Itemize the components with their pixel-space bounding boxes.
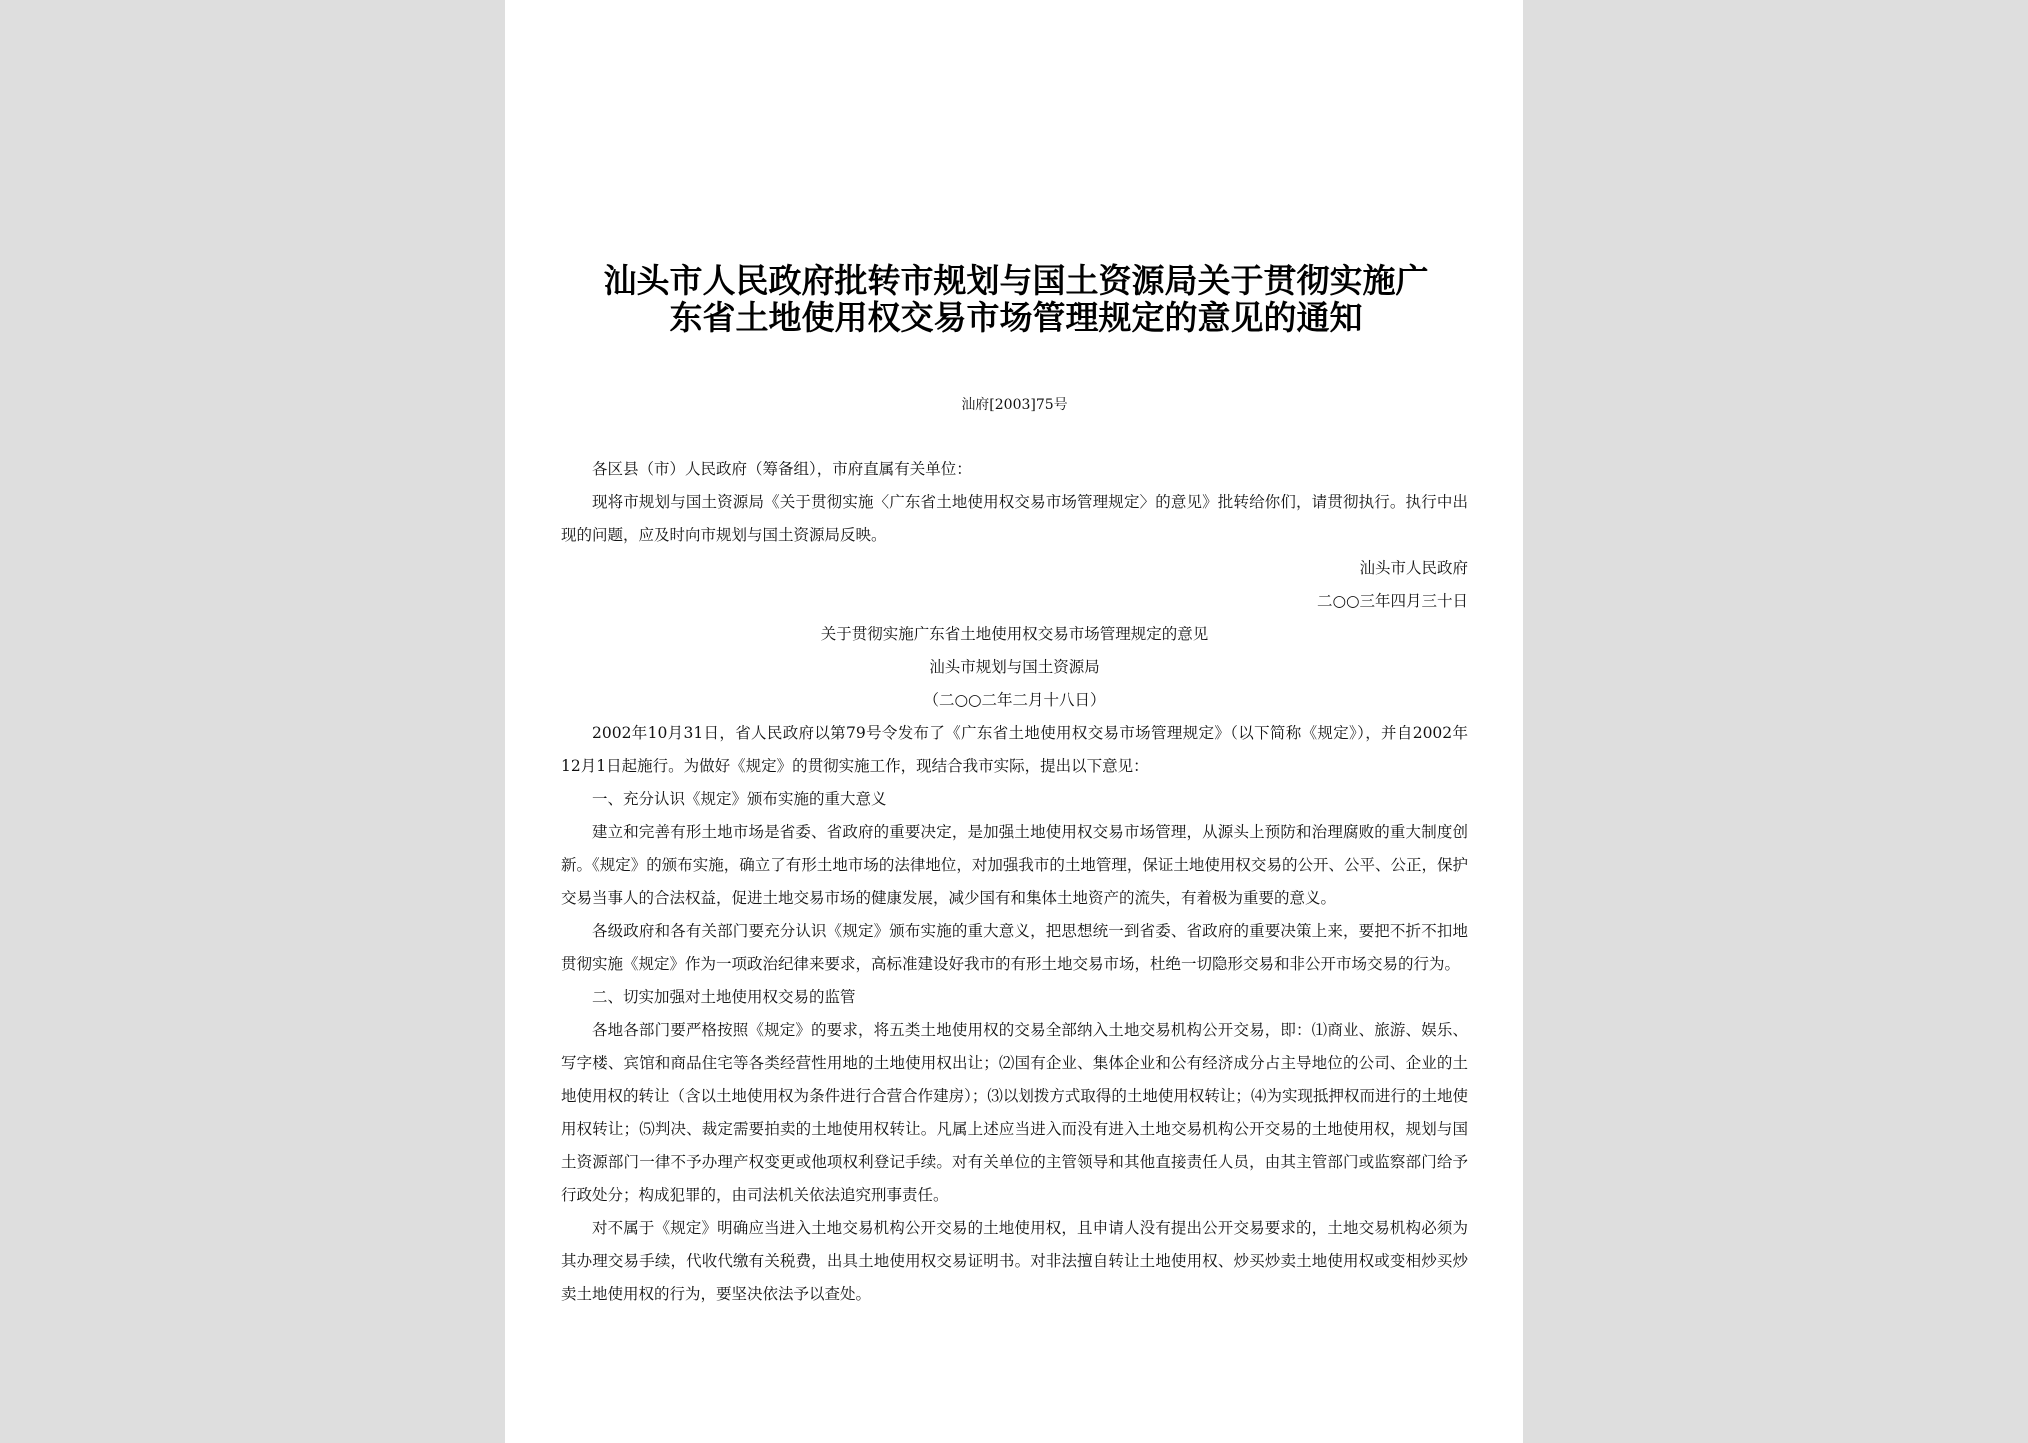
paragraph-2: 建立和完善有形土地市场是省委、省政府的重要决定，是加强土地使用权交易市场管理，从源头上预防和治理腐败的重大制度创新。《规定》的颁布实施，确立了有形土地市场的法律地位，对加强我市的土地管理，保证土地使用权交易的公开、公平、公正，保护交易当事人的合法权益，促进土地交易市场的健康发展，减少国有和集体土地资产的流失，有着极为重要的意义。 [561, 823, 1468, 907]
section-1-heading: 一、充分认识《规定》颁布实施的重大意义 [592, 790, 887, 808]
issuer: 汕头市人民政府 [1359, 559, 1468, 577]
paragraph-1: 2002年10月31日，省人民政府以第79号令发布了《广东省土地使用权交易市场管理规定》（以下简称《规定》），并自2002年12月1日起施行。为做好《规定》的贯彻实施工作，现结合我市实际，提出以下意见： [561, 724, 1468, 775]
paragraph-4: 各地各部门要严格按照《规定》的要求，将五类土地使用权的交易全部纳入土地交易机构公开交易，即：⑴商业、旅游、娱乐、写字楼、宾馆和商品住宅等各类经营性用地的土地使用权出让；⑵国有企业、集体企业和公有经济成分占主导地位的公司、企业的土地使用权的转让（含以土地使用权为条件进行合营合作建房）；⑶以划拨方式取得的土地使用权转让；⑷为实现抵押权而进行的土地使用权转让；⑸判决、裁定需要拍卖的土地使用权转让。凡属上述应当进入而没有进入土地交易机构公开交易的土地使用权，规划与国土资源部门一律不予办理产权变更或他项权利登记手续。对有关单位的主管领导和其他直接责任人员，由其主管部门或监察部门给予行政处分；构成犯罪的，由司法机关依法追究刑事责任。 [561, 1021, 1468, 1204]
salutation: 各区县（市）人民政府（筹备组），市府直属有关单位： [592, 460, 972, 478]
paragraph-3: 各级政府和各有关部门要充分认识《规定》颁布实施的重大意义，把思想统一到省委、省政府的重要决策上来，要把不折不扣地贯彻实施《规定》作为一项政治纪律来要求，高标准建设好我市的有形土地交易市场，杜绝一切隐形交易和非公开市场交易的行为。 [561, 922, 1468, 973]
issue-date: 二○○三年四月三十日 [1316, 592, 1468, 610]
document-title: 汕头市人民政府批转市规划与国土资源局关于贯彻实施广东省土地使用权交易市场管理规定的意见的通知 [603, 261, 1429, 337]
document-page [505, 0, 1523, 1443]
opinion-title: 关于贯彻实施广东省土地使用权交易市场管理规定的意见 [820, 625, 1209, 643]
intro-paragraph: 现将市规划与国土资源局《关于贯彻实施〈广东省土地使用权交易市场管理规定〉的意见》批转给你们，请贯彻执行。执行中出现的问题，应及时向市规划与国土资源局反映。 [561, 493, 1468, 544]
section-2-heading: 二、切实加强对土地使用权交易的监管 [592, 988, 856, 1006]
opinion-org: 汕头市规划与国土资源局 [929, 658, 1100, 676]
paragraph-5: 对不属于《规定》明确应当进入土地交易机构公开交易的土地使用权，且申请人没有提出公开交易要求的，土地交易机构必须为其办理交易手续，代收代缴有关税费，出具土地使用权交易证明书。对非法擅自转让土地使用权、炒买炒卖土地使用权或变相炒买炒卖土地使用权的行为，要坚决依法予以查处。 [561, 1219, 1468, 1303]
document-body [561, 453, 1468, 1311]
opinion-date: （二○○二年二月十八日） [923, 691, 1106, 709]
document-number: 汕府[2003]75号 [961, 397, 1068, 413]
